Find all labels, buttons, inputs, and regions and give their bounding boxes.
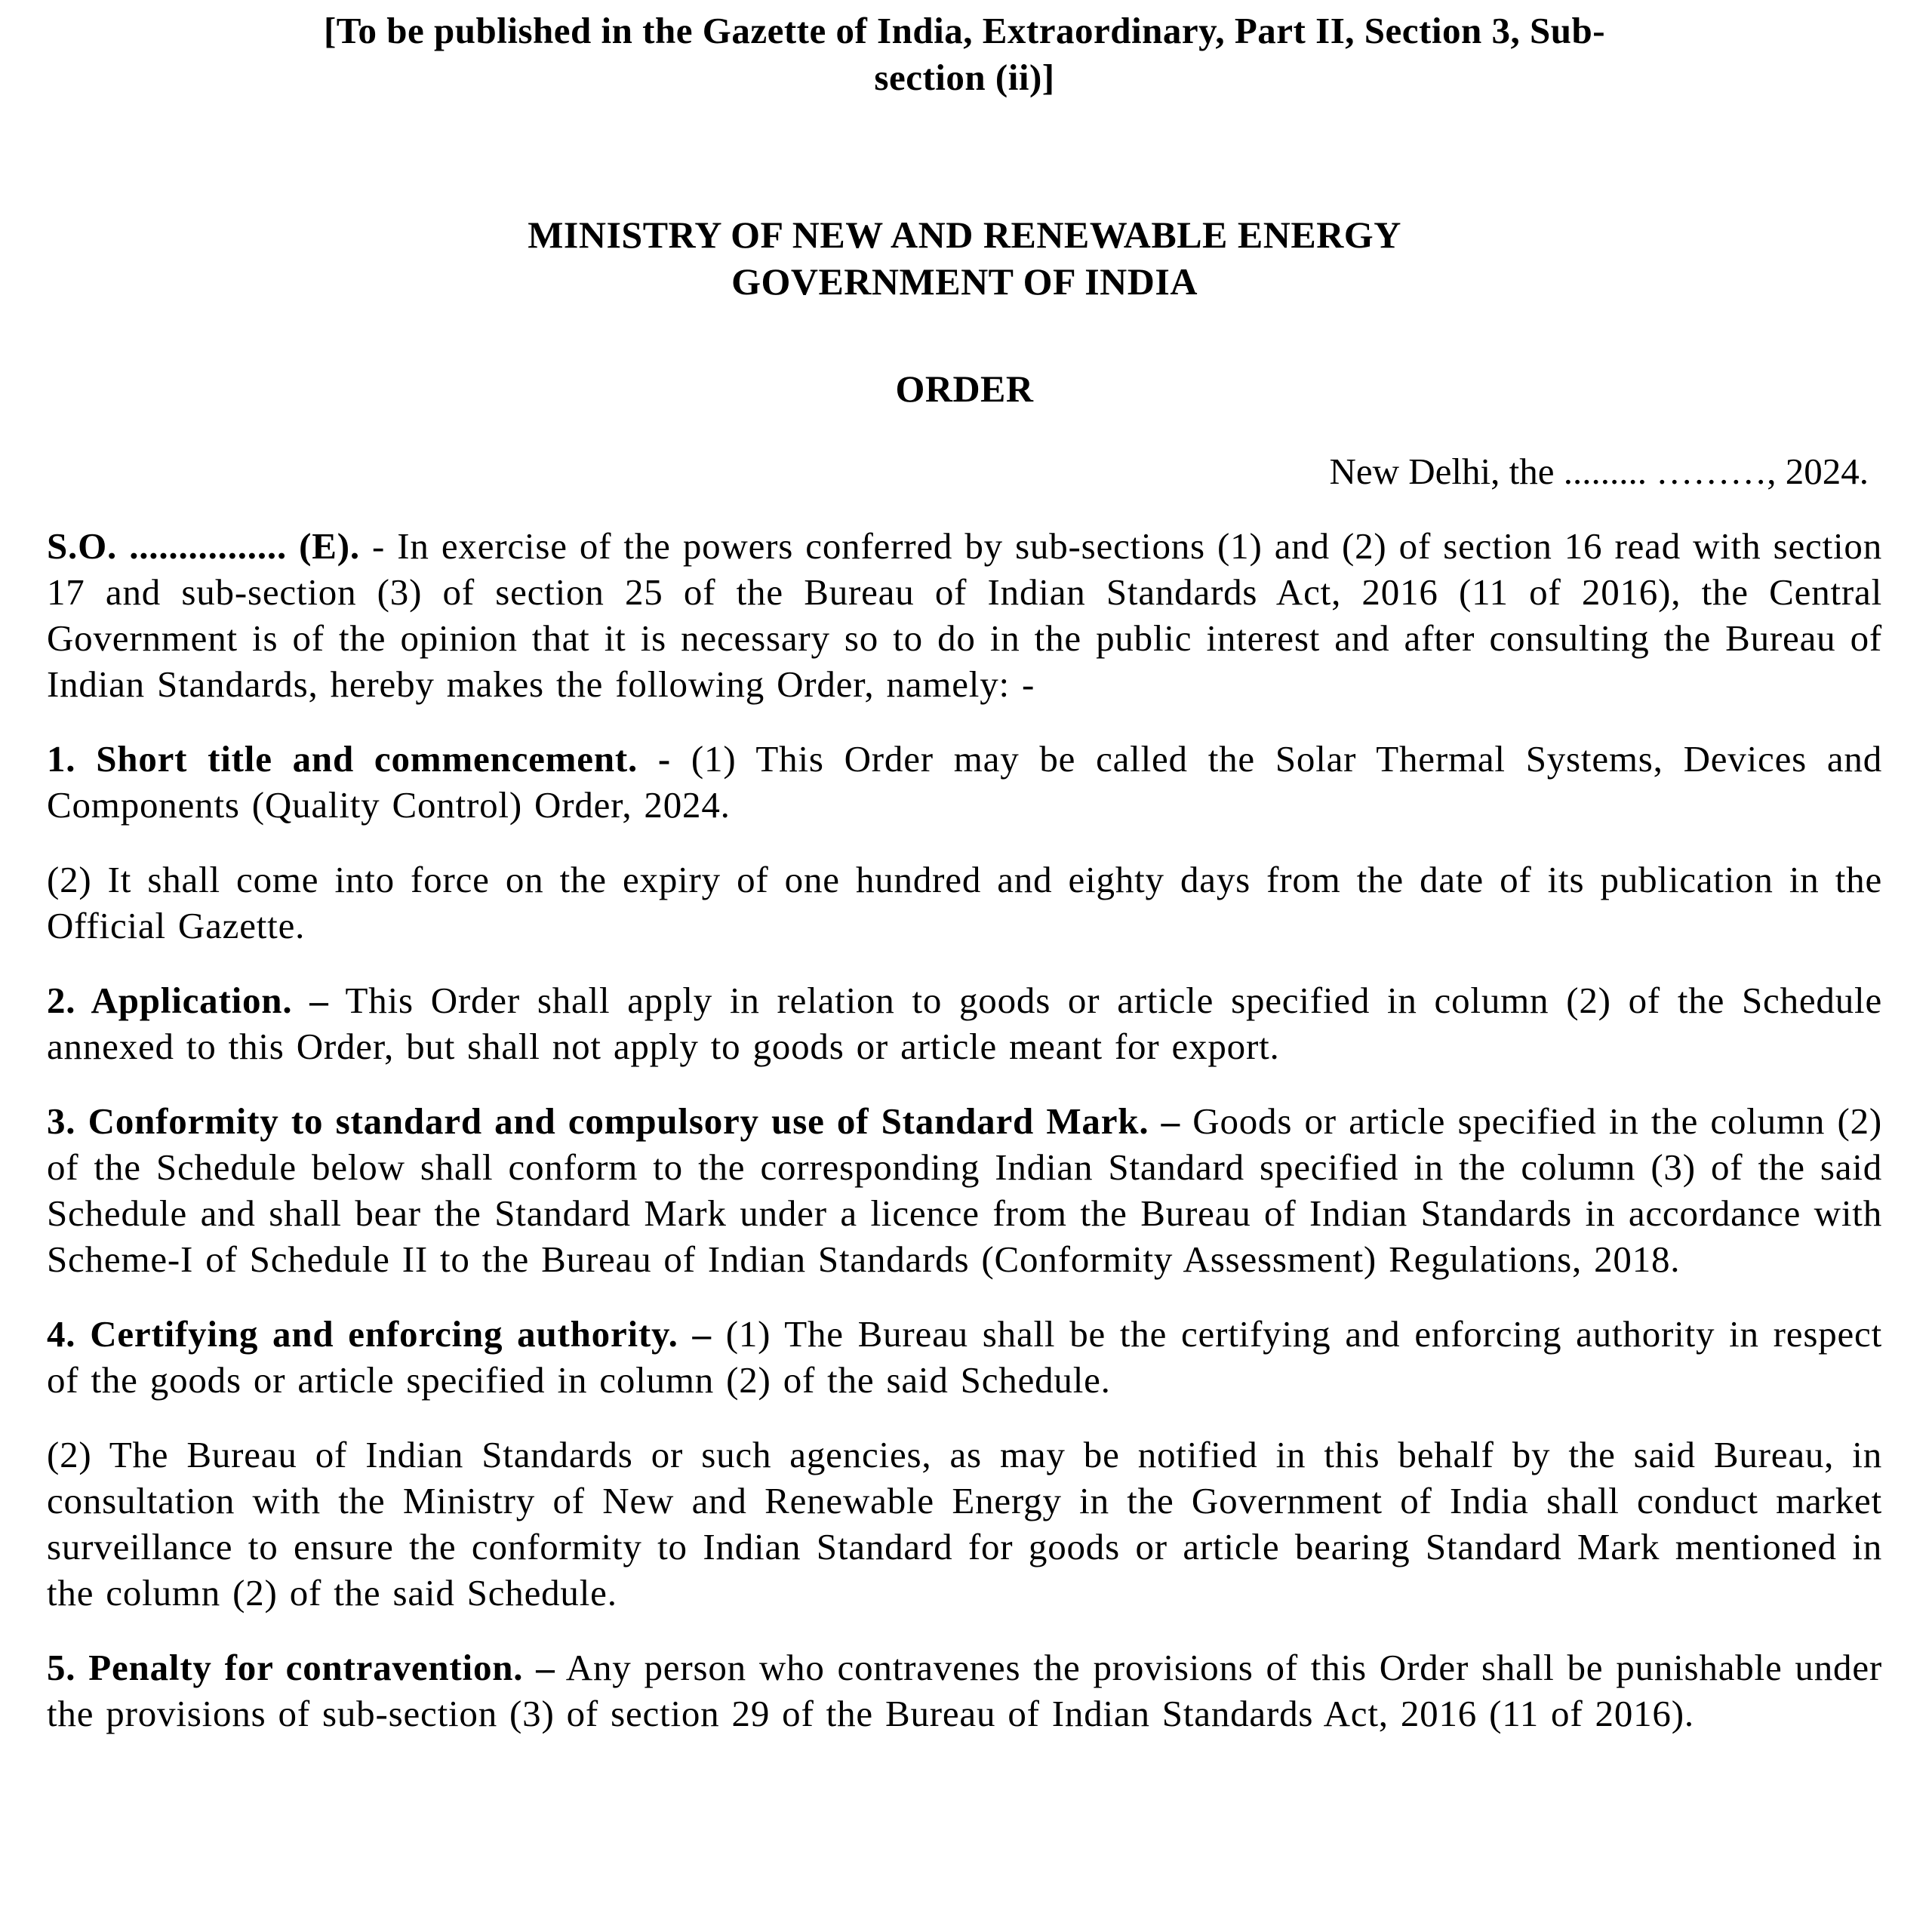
government-title: GOVERNMENT OF INDIA bbox=[731, 260, 1198, 303]
paragraph-1-short-title-lead: 1. Short title and commencement. - bbox=[47, 738, 672, 780]
gazette-publication-note-line2: section (ii)] bbox=[874, 57, 1055, 98]
paragraph-5-penalty-lead: 5. Penalty for contravention. – bbox=[47, 1647, 555, 1688]
ministry-title: MINISTRY OF NEW AND RENEWABLE ENERGY bbox=[528, 214, 1401, 256]
paragraph-4-sub2-text: (2) The Bureau of Indian Standards or such agencies, as may be notified in this behalf by the said Bureau, in consultation with the Ministry of New and Renewable Energy in the Government of India shall conduct market surveillance to ensure the conformity to Indian Standard for goods or article bearing Standard Mark mentioned in the column (2) of the said Schedule. bbox=[47, 1434, 1882, 1614]
dateline: New Delhi, the ......... ………, 2024. bbox=[1329, 451, 1869, 492]
paragraph-3-conformity-text: Goods or article specified in the column (2) of the Schedule below shall conform to the corresponding Indian Standard specified in the column (3) of the said Schedule and shall bear the Standard Mark under a licence from the Bureau of Indian Standards in accordance with Scheme-I of Schedule II to the Bureau of Indian Standards (Conformity Assessment) Regulations, 2018. bbox=[47, 1100, 1883, 1280]
order-heading: ORDER bbox=[895, 368, 1034, 410]
gazette-publication-note-line1: [To be published in the Gazette of India, Extraordinary, Part II, Section 3, Sub- bbox=[323, 10, 1606, 51]
paragraph-4-certifying-authority bbox=[47, 1311, 1882, 1403]
paragraph-3-conformity-lead: 3. Conformity to standard and compulsory use of Standard Mark. – bbox=[47, 1100, 1180, 1142]
paragraph-2-application bbox=[47, 977, 1882, 1069]
paragraph-so-preamble bbox=[47, 523, 1882, 707]
paragraph-1-short-title bbox=[47, 736, 1882, 828]
paragraph-1-sub2-commencement bbox=[47, 857, 1882, 949]
paragraph-so-preamble-text: - In exercise of the powers conferred by sub-sections (1) and (2) of section 16 read with section 17 and sub-section (3) of section 25 of the Bureau of Indian Standards Act, 2016 (11 of 2016), the Central Government is of the opinion that it is necessary so to do in the public interest and after consulting the Bureau of Indian Standards, hereby makes the following Order, namely: - bbox=[47, 525, 1882, 705]
paragraph-1-short-title-text: (1) This Order may be called the Solar Thermal Systems, Devices and Components (Quality Control) Order, 2024. bbox=[47, 738, 1882, 826]
paragraph-5-penalty-text: Any person who contravenes the provisions of this Order shall be punishable under the provisions of sub-section (3) of section 29 of the Bureau of Indian Standards Act, 2016 (11 of 2016). bbox=[47, 1647, 1882, 1734]
paragraph-2-application-text: This Order shall apply in relation to goods or article specified in column (2) of the Schedule annexed to this Order, but shall not apply to goods or article meant for export. bbox=[47, 980, 1882, 1067]
ministry-heading-block bbox=[47, 211, 1882, 305]
paragraph-2-application-lead: 2. Application. – bbox=[47, 980, 329, 1021]
paragraph-3-conformity bbox=[47, 1098, 1882, 1282]
paragraph-5-penalty bbox=[47, 1644, 1882, 1737]
paragraph-so-preamble-lead: S.O. ................ (E). bbox=[47, 525, 360, 567]
paragraph-1-sub2-text: (2) It shall come into force on the expiry of one hundred and eighty days from the date of its publication in the Official Gazette. bbox=[47, 859, 1882, 946]
gazette-publication-note bbox=[47, 8, 1882, 101]
paragraph-4-certifying-authority-text: (1) The Bureau shall be the certifying and enforcing authority in respect of the goods or article specified in column (2) of the said Schedule. bbox=[47, 1313, 1883, 1401]
paragraph-4-certifying-authority-lead: 4. Certifying and enforcing authority. – bbox=[47, 1313, 712, 1355]
paragraph-4-sub2-surveillance bbox=[47, 1432, 1882, 1616]
